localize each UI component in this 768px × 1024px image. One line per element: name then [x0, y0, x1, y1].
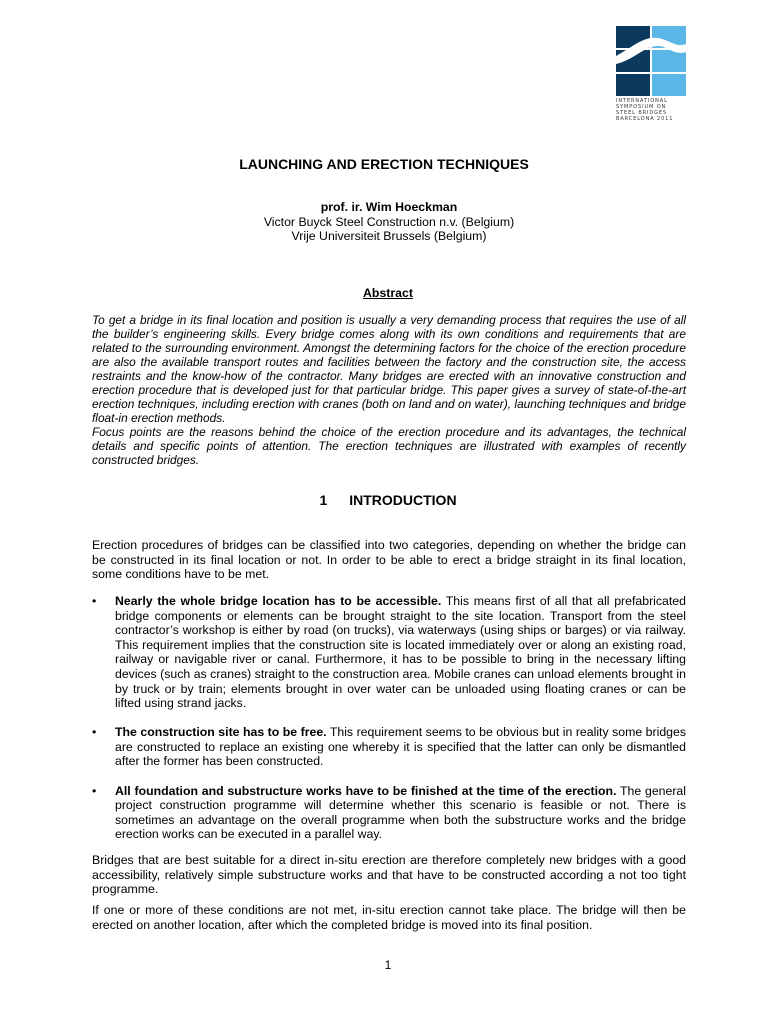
intro-paragraph: Erection procedures of bridges can be classified into two categories, depending on whether the bridge can be constructed in its final location or not. In order to be able to erect a bridge straight in its final location, some conditions have to be met. — [92, 538, 686, 582]
logo-line: INTERNATIONAL — [616, 98, 668, 104]
abstract-paragraph: Focus points are the reasons behind the choice of the erection procedure and its advantages, the technical details and specific points of attention. The erection techniques are illustrated with examples of recently constructed bridges. — [92, 425, 686, 467]
bullet-marker: • — [92, 594, 97, 608]
bullet-lead: Nearly the whole bridge location has to be accessible. — [115, 594, 442, 608]
logo-caption — [616, 98, 686, 122]
bullet-text: The general project construction programme will determine whether this scenario is feasible or not. There is sometimes an advantage on the overall programme when both the substructure works and the bridge erection works can be executed in a parallel way. — [115, 783, 687, 842]
author-affiliation: Vrije Universiteit Brussels (Belgium) — [291, 229, 487, 243]
bullet-lead: The construction site has to be free. — [115, 725, 327, 740]
paper-title: LAUNCHING AND ERECTION TECHNIQUES — [239, 156, 529, 172]
suitability-paragraph: Bridges that are best suitable for a direct in-situ erection are therefore completely new bridges with a good accessibility, relatively simple substructure works and that have to be constructed according a not too tight programme. — [92, 853, 686, 897]
list-item — [92, 594, 686, 711]
symposium-logo — [616, 26, 686, 122]
conditions-list — [92, 594, 686, 856]
page-number: 1 — [384, 958, 392, 972]
bullet-marker: • — [92, 783, 97, 798]
author-name: prof. ir. Wim Hoeckman — [320, 200, 458, 214]
conditions-paragraph: If one or more of these conditions are not met, in-situ erection cannot take place. The bridge will then be erected on another location, after which the completed bridge is moved into its final position. — [92, 903, 686, 932]
abstract-paragraph: To get a bridge in its final location and position is usually a very demanding process that requires the use of all the builder’s engineering skills. Every bridge comes along with its own conditions and requirements that are related to the surrounding environment. Amongst the determining factors for the choice of the erection procedure are also the available transport routes and facilities between the factory and the construction site, the access restraints and the know-how of the contractor. Many bridges are erected with an innovative construction and erection procedure that is developed just for that particular bridge. This paper gives a survey of state-of-the-art erection techniques, including erection with cranes (both on land and on water), launching techniques and bridge float-in erection methods. — [92, 313, 686, 425]
bullet-text: This requirement seems to be obvious but in reality some bridges are constructed to replace an existing one whereby it is specified that the latter can only be dismantled after the former has been constructed. — [115, 725, 686, 769]
logo-line: BARCELONA 2011 — [616, 116, 674, 122]
author-block — [0, 200, 768, 244]
list-item — [92, 725, 686, 769]
section-title: INTRODUCTION — [349, 492, 457, 508]
abstract-heading: Abstract — [363, 286, 413, 300]
bullet-text: This means first of all that all prefabricated bridge components or elements can be brought straight to the site location. Transport from the steel contractor’s workshop is either by road (on trucks), via waterways (using ships or barges) or via railway. This requirement implies that the construction site is located immediately over or along an existing road, railway or navigable river or canal. Furthermore, it has to be possible to bring in the necessary lifting devices (such as cranes) straight to the construction area. Mobile cranes can unload elements brought in by truck or by train; elements brought in over water can be unloaded using floating cranes or can be lifted using strand jacks. — [115, 594, 686, 711]
logo-line: SYMPOSIUM ON — [616, 104, 667, 110]
bridge-logo-icon — [616, 26, 686, 96]
author-affiliation: Victor Buyck Steel Construction n.v. (Belgium) — [263, 214, 515, 229]
section-heading — [0, 492, 768, 508]
bullet-marker: • — [92, 725, 97, 740]
logo-line: STEEL BRIDGES — [616, 110, 668, 116]
section-number: 1 — [319, 492, 328, 508]
bullet-lead: All foundation and substructure works have to be finished at the time of the erection. — [115, 783, 617, 798]
abstract-text — [92, 313, 686, 467]
list-item — [92, 784, 686, 842]
